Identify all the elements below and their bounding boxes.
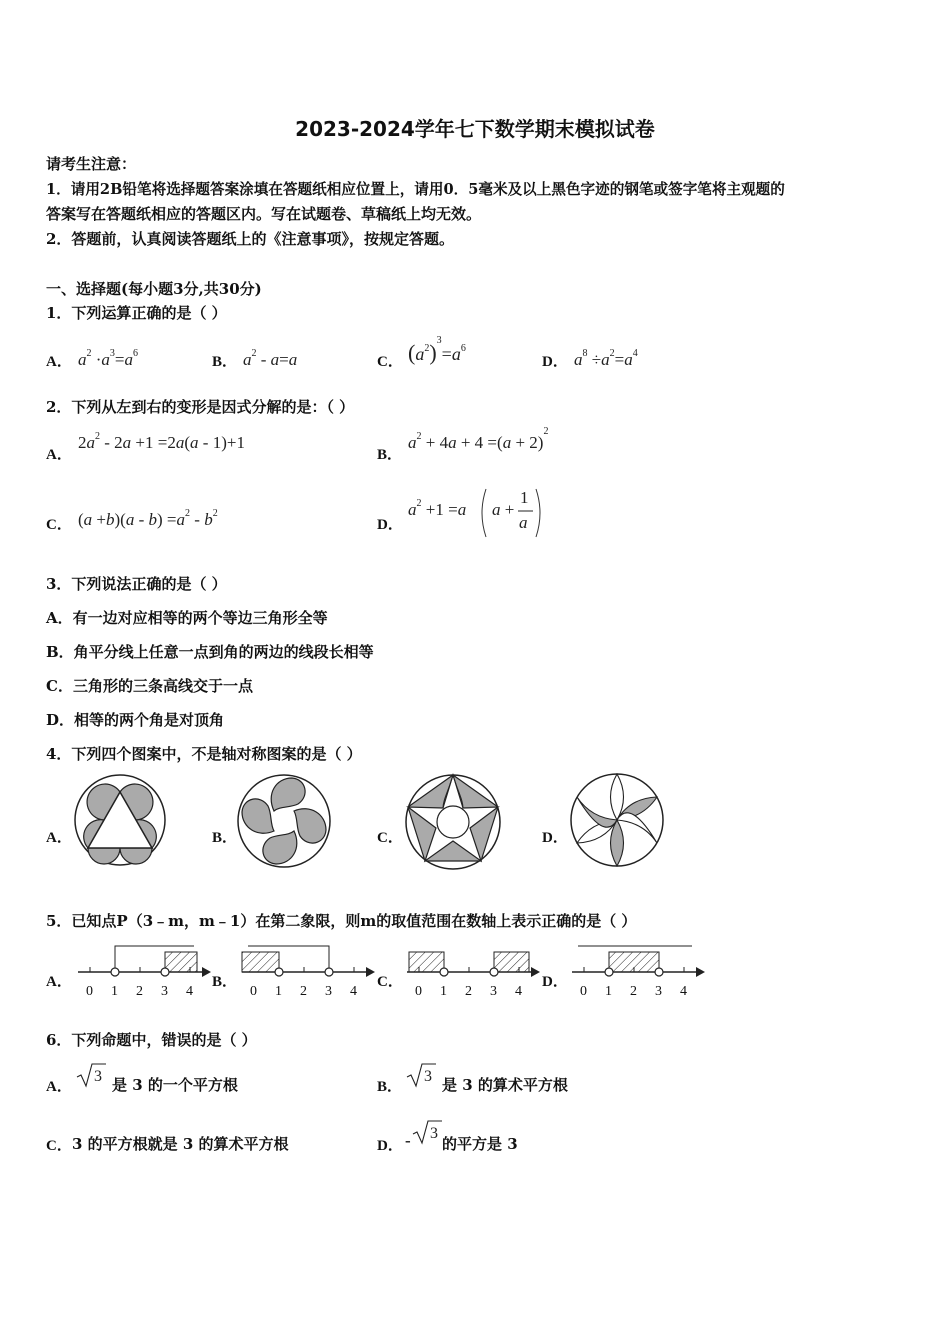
section-heading: 一、选择题(每小题3分,共30分): [46, 280, 262, 298]
tick: 1: [275, 984, 282, 999]
q3-option-a: A．有一边对应相等的两个等边三角形全等: [46, 609, 328, 627]
tick: 0: [250, 984, 257, 999]
notice-line-2: 2．答题前，认真阅读答题纸上的《注意事项》，按规定答题。: [46, 230, 454, 248]
q3-stem: 3．下列说法正确的是（ ）: [46, 575, 227, 593]
q2-stem: 2．下列从左到右的变形是因式分解的是：（ ）: [46, 398, 355, 416]
q1-option-a-formula: $a^2 \cdot a^3=a^6$: [78, 348, 139, 369]
sqrt-arg: 3: [94, 1068, 102, 1085]
q2-option-d-frac-num: 1: [520, 488, 529, 507]
q6-option-d-text: 的平方是 3: [442, 1135, 518, 1153]
q3-option-c: C．三角形的三条高线交于一点: [46, 677, 253, 695]
q1-option-b-label: B．: [212, 354, 238, 370]
q4-option-b-label: B．: [212, 830, 238, 846]
page-title: 2023-2024学年七下数学期末模拟试卷: [295, 117, 655, 141]
q1-option-c-formula: $(a^2)^3=a^6$: [408, 335, 466, 365]
q4-figure-b: [236, 774, 336, 874]
q5-option-c-label: C．: [377, 974, 403, 990]
q3-option-b: B．角平分线上任意一点到角的两边的线段长相等: [46, 643, 374, 661]
notice-line-1a: 1．请用2B铅笔将选择题答案涂填在答题纸相应位置上，请用0．5毫米及以上黑色字迹的钢笔或签字笔将主观题的: [46, 181, 785, 198]
tick: 1: [111, 984, 118, 999]
q1-stem: 1．下列运算正确的是（ ）: [46, 304, 227, 322]
q1-option-a-label: A．: [46, 354, 72, 370]
q6-option-d-label: D．: [377, 1138, 403, 1154]
q2-option-a-formula: $2a^2 - 2a +1 =2a(a - 1)+1$: [78, 431, 245, 452]
q4-option-a-label: A．: [46, 830, 72, 846]
q2-option-a-label: A．: [46, 447, 72, 463]
sqrt-arg: 3: [430, 1125, 438, 1142]
notice-heading: 请考生注意：: [46, 155, 137, 173]
q4-figure-a: [72, 774, 172, 874]
q4-figure-c: [403, 772, 507, 872]
q6-option-a-label: A．: [46, 1079, 72, 1095]
q4-stem: 4．下列四个图案中，不是轴对称图案的是（ ）: [46, 745, 362, 763]
q2-option-b-formula: $a^2 + 4a + 4 =(a + 2)^2$: [408, 426, 549, 452]
q4-option-d-label: D．: [542, 830, 568, 846]
q1-option-d-label: D．: [542, 354, 568, 370]
tick: 0: [86, 984, 93, 999]
tick: 2: [465, 984, 472, 999]
q6-option-b-text: 是 3 的算术平方根: [442, 1076, 568, 1094]
q2-option-b-label: B．: [377, 447, 403, 463]
q6-option-c-text: 3 的平方根就是 3 的算术平方根: [72, 1135, 289, 1153]
q4-figure-d: [568, 772, 668, 872]
tick: 1: [605, 984, 612, 999]
q6-option-b-sqrt: [406, 1062, 436, 1088]
q6-option-a-text: 是 3 的一个平方根: [112, 1076, 238, 1094]
q6-stem: 6．下列命题中，错误的是（ ）: [46, 1031, 257, 1049]
tick: 2: [630, 984, 637, 999]
q6-option-d-sqrt: [412, 1119, 442, 1145]
tick: 4: [515, 984, 522, 999]
q4-option-c-label: C．: [377, 830, 403, 846]
q2-option-d-formula-mid: a +: [492, 500, 515, 519]
tick: 2: [300, 984, 307, 999]
q2-option-c-formula: $(a +b)(a - b) =a^2 - b^2$: [78, 508, 218, 529]
q5-numberline-a: [74, 940, 214, 1000]
q1-option-b-formula: $a^2 - a=a$: [243, 348, 298, 369]
tick: 4: [680, 984, 687, 999]
q3-option-d: D．相等的两个角是对顶角: [46, 711, 225, 729]
tick: 2: [136, 984, 143, 999]
q6-option-d-minus: -: [405, 1131, 411, 1150]
tick: 4: [350, 984, 357, 999]
q5-option-d-label: D．: [542, 974, 568, 990]
tick: 3: [161, 984, 168, 999]
q2-option-d-formula-left: $a^2 +1 =a$: [408, 498, 467, 519]
q6-option-a-sqrt: [76, 1062, 106, 1088]
q5-option-b-label: B．: [212, 974, 238, 990]
q2-option-d-label: D．: [377, 517, 403, 533]
q6-option-c-label: C．: [46, 1138, 72, 1154]
tick: 3: [490, 984, 497, 999]
q5-numberline-c: [403, 940, 543, 1000]
tick: 4: [186, 984, 193, 999]
tick: 3: [325, 984, 332, 999]
tick: 1: [440, 984, 447, 999]
q5-numberline-b: [238, 940, 378, 1000]
q2-option-c-label: C．: [46, 517, 72, 533]
q1-option-d-formula: $a^8 \div a^2=a^4$: [574, 348, 638, 369]
tick: 0: [580, 984, 587, 999]
q2-option-d-frac-den: a: [519, 513, 528, 532]
tick: 0: [415, 984, 422, 999]
q5-numberline-d: [568, 940, 710, 1000]
tick: 3: [655, 984, 662, 999]
sqrt-arg: 3: [424, 1068, 432, 1085]
q5-option-a-label: A．: [46, 974, 72, 990]
notice-line-1b: 答案写在答题纸相应的答题区内。写在试题卷、草稿纸上均无效。: [46, 205, 482, 223]
q5-stem: 5．已知点P（3﹣m，m﹣1）在第二象限，则m的取值范围在数轴上表示正确的是（ ）: [46, 912, 637, 930]
q6-option-b-label: B．: [377, 1079, 403, 1095]
q1-option-c-label: C．: [377, 354, 403, 370]
